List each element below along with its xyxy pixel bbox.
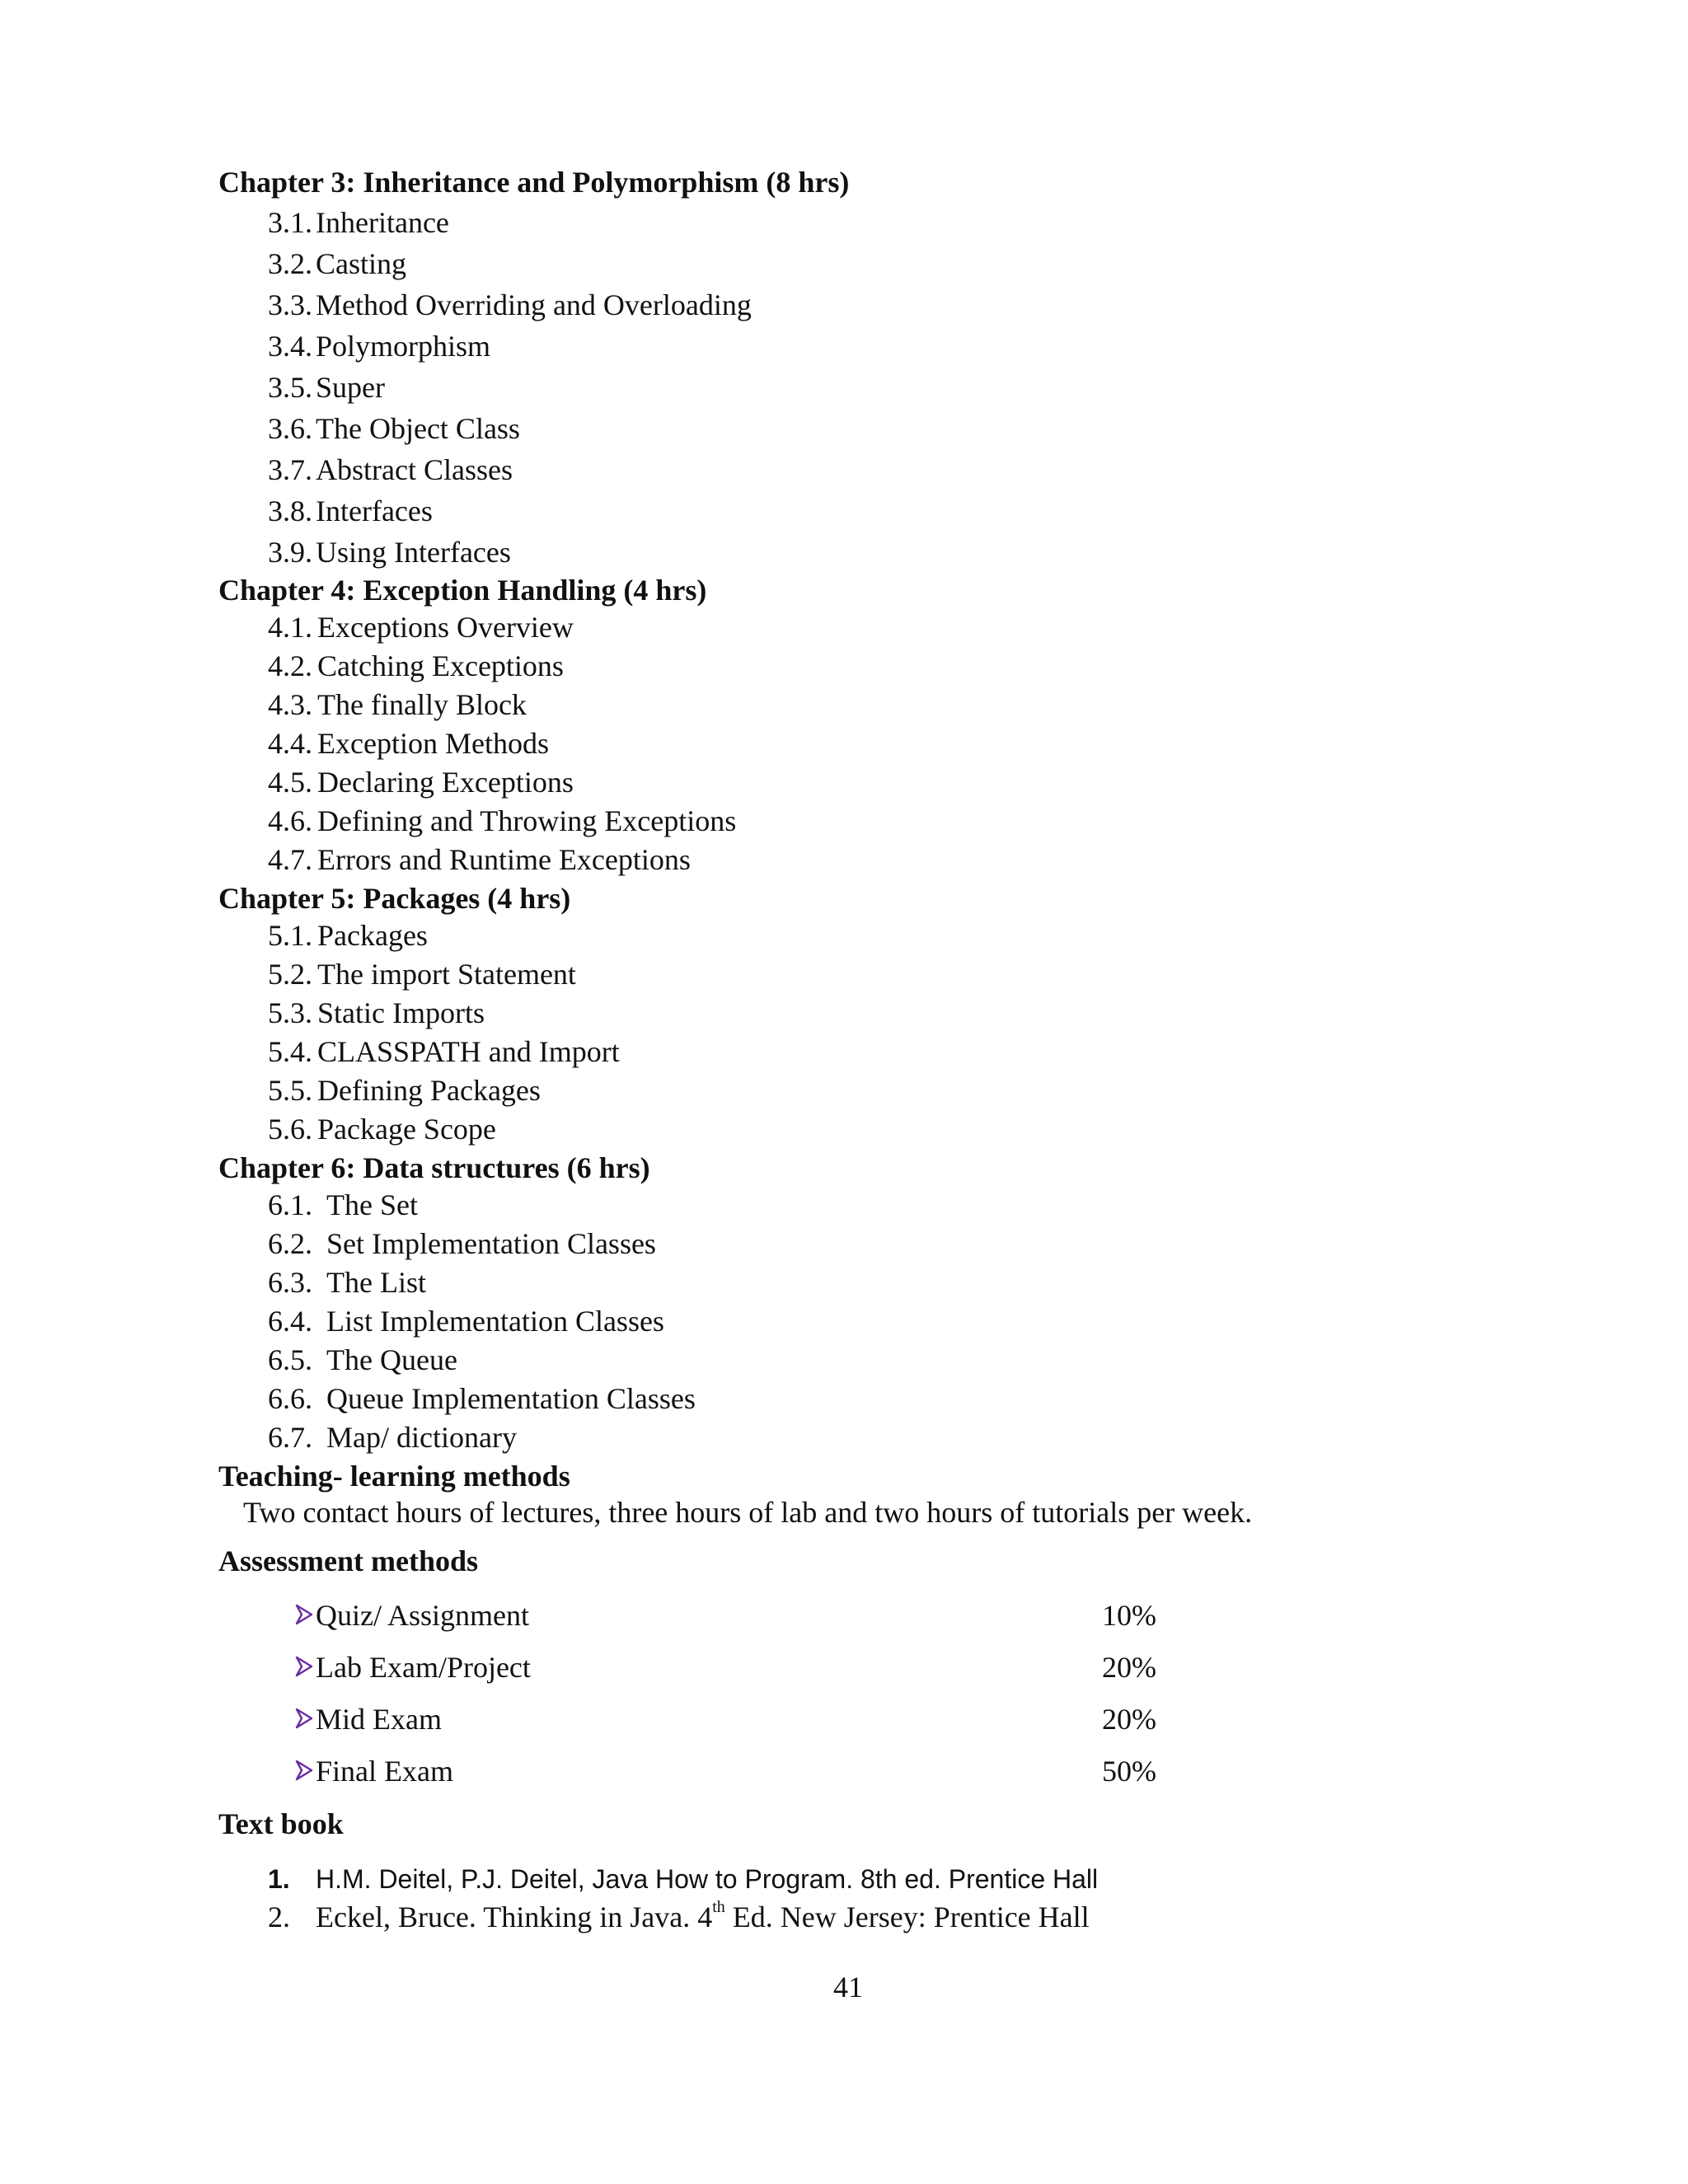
assessment-item-weight: 20% [1102, 1703, 1156, 1736]
arrow-bullet-icon [295, 1604, 313, 1625]
list-item-number: 5.6. [268, 1113, 312, 1146]
assessment-item-label: Final Exam [316, 1755, 453, 1788]
list-item: Set Implementation Classes [326, 1227, 656, 1260]
list-item-number: 5.2. [268, 958, 312, 991]
list-item-number: 6.4. [268, 1305, 312, 1338]
list-item: Packages [317, 919, 428, 952]
list-item: Defining and Throwing Exceptions [317, 804, 737, 837]
list-item: Inheritance [316, 206, 449, 239]
list-item: The Set [326, 1188, 418, 1221]
list-item-number: 6.2. [268, 1227, 312, 1260]
list-item-number: 3.4. [268, 330, 312, 363]
chapter-6-heading: Chapter 6: Data structures (6 hrs) [218, 1151, 650, 1184]
textbook-item: H.M. Deitel, P.J. Deitel, Java How to Program. 8th ed. Prentice Hall [316, 1864, 1099, 1894]
list-item-number: 5.4. [268, 1035, 312, 1068]
page-number: 41 [833, 1971, 863, 2004]
arrow-bullet-icon [295, 1656, 313, 1677]
list-item: Using Interfaces [316, 536, 511, 569]
list-item-number: 3.5. [268, 371, 312, 404]
list-item-number: 3.9. [268, 536, 312, 569]
list-item: Defining Packages [317, 1074, 541, 1107]
list-item-number: 6.6. [268, 1382, 312, 1415]
list-item: Package Scope [317, 1113, 496, 1146]
list-item: List Implementation Classes [326, 1305, 664, 1338]
list-item-number: 4.6. [268, 804, 312, 837]
list-item: The List [326, 1266, 426, 1299]
list-item-number: 4.7. [268, 843, 312, 876]
assessment-heading: Assessment methods [218, 1544, 478, 1577]
list-item: Queue Implementation Classes [326, 1382, 696, 1415]
chapter-3-heading: Chapter 3: Inheritance and Polymorphism (8 hrs) [218, 166, 850, 199]
list-item: The Queue [326, 1343, 457, 1376]
assessment-item-weight: 10% [1102, 1599, 1156, 1632]
list-item-number: 3.6. [268, 412, 312, 445]
list-item-number: 3.3. [268, 288, 312, 321]
list-item: The import Statement [317, 958, 576, 991]
list-item-number: 3.2. [268, 247, 312, 280]
list-item-number: 3.1. [268, 206, 312, 239]
assessment-item-label: Lab Exam/Project [316, 1651, 531, 1684]
list-item: Exceptions Overview [317, 611, 574, 644]
list-item: Declaring Exceptions [317, 766, 574, 799]
list-item: Abstract Classes [316, 453, 513, 486]
textbook-item-number: 1. [268, 1864, 290, 1894]
list-item: Catching Exceptions [317, 649, 564, 682]
list-item-number: 6.7. [268, 1421, 312, 1454]
list-item: Method Overriding and Overloading [316, 288, 752, 321]
list-item-number: 5.1. [268, 919, 312, 952]
list-item: Exception Methods [317, 727, 549, 760]
list-item: The Object Class [316, 412, 520, 445]
arrow-bullet-icon [295, 1708, 313, 1729]
textbook-heading: Text book [218, 1807, 344, 1840]
list-item: Map/ dictionary [326, 1421, 517, 1454]
list-item-number: 4.3. [268, 688, 312, 721]
list-item-number: 4.1. [268, 611, 312, 644]
assessment-item-weight: 50% [1102, 1755, 1156, 1788]
list-item-number: 6.1. [268, 1188, 312, 1221]
list-item: Super [316, 371, 385, 404]
list-item-number: 4.5. [268, 766, 312, 799]
list-item: Static Imports [317, 996, 485, 1029]
list-item-number: 3.7. [268, 453, 312, 486]
list-item-number: 5.3. [268, 996, 312, 1029]
list-item: Polymorphism [316, 330, 491, 363]
arrow-bullet-icon [295, 1760, 313, 1781]
list-item: Errors and Runtime Exceptions [317, 843, 691, 876]
chapter-5-heading: Chapter 5: Packages (4 hrs) [218, 882, 571, 915]
textbook-item: Eckel, Bruce. Thinking in Java. 4th Ed. New Jersey: Prentice Hall [316, 1898, 1090, 1933]
assessment-item-label: Mid Exam [316, 1703, 442, 1736]
textbook-item-number: 2. [268, 1900, 290, 1933]
assessment-item-weight: 20% [1102, 1651, 1156, 1684]
list-item-number: 4.2. [268, 649, 312, 682]
list-item-number: 4.4. [268, 727, 312, 760]
list-item-number: 5.5. [268, 1074, 312, 1107]
list-item: Casting [316, 247, 407, 280]
list-item-number: 6.3. [268, 1266, 312, 1299]
list-item: CLASSPATH and Import [317, 1035, 620, 1068]
assessment-item-label: Quiz/ Assignment [316, 1599, 529, 1632]
list-item: The finally Block [317, 688, 527, 721]
list-item: Interfaces [316, 494, 433, 527]
list-item-number: 3.8. [268, 494, 312, 527]
list-item-number: 6.5. [268, 1343, 312, 1376]
teaching-text: Two contact hours of lectures, three hours of lab and two hours of tutorials per week. [243, 1496, 1253, 1529]
chapter-4-heading: Chapter 4: Exception Handling (4 hrs) [218, 574, 707, 607]
teaching-heading: Teaching- learning methods [218, 1460, 570, 1493]
